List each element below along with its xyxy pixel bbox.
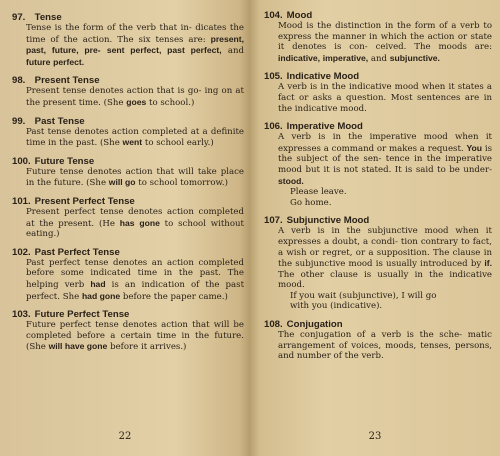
body-line: Tense is the form of the verb that in- [26, 23, 192, 33]
entry-title: Indicative Mood [284, 71, 360, 83]
example-line: Go home. [290, 197, 332, 208]
body-line: to school early.) [144, 138, 214, 149]
body-line: is not stated. It is said to be under- [333, 164, 493, 175]
entry-number: 99. [12, 115, 26, 127]
entry-heading [12, 247, 244, 258]
entry-list [12, 12, 244, 353]
entry-103 [12, 309, 244, 353]
page-number: 22 [118, 431, 132, 442]
body-line: ceived. The moods are: indicative, [278, 42, 492, 63]
body-line: or a supposition. The clause in the [278, 247, 492, 270]
entry-title: Present Tense [32, 75, 100, 87]
body-line: matic arrangement of voices, moods, [278, 330, 492, 351]
entry-heading [12, 116, 244, 127]
entry-body [12, 207, 244, 240]
body-line: completed at the present. (He has [26, 206, 245, 229]
body-line: had gone before the paper came.) [81, 290, 228, 302]
body-line: Future perfect tense denotes action [26, 320, 188, 331]
entry-97 [12, 12, 244, 68]
entry-list [264, 10, 492, 362]
entry-heading [12, 12, 244, 23]
entry-heading [264, 71, 492, 82]
body-line: imperative, and subjunctive. [322, 52, 440, 64]
body-line: Past tense denotes action completed at [26, 126, 200, 137]
entry-108 [264, 319, 492, 362]
entry-title: Imperative Mood [284, 121, 363, 133]
entry-105 [264, 71, 492, 114]
body-line: the action or state it denotes is con- [278, 31, 492, 53]
body-line: time in the future. (She will have gone [26, 330, 244, 353]
body-line: Present tense denotes action that is go- [26, 86, 202, 97]
body-line: A verb is in the subjunctive mood [278, 226, 449, 237]
body-line: dicates the time of the action. The six [26, 23, 245, 45]
body-line: to school.) [149, 97, 195, 108]
body-line: Future tense denotes action that will [26, 166, 194, 177]
entry-106 [264, 121, 492, 208]
entry-number: 101. [12, 195, 31, 207]
body-line: an indication of the past perfect. She [26, 279, 245, 302]
body-line: Mood is the distinction in the form of [278, 21, 448, 31]
entry-title: Future Tense [32, 155, 95, 167]
body-line: The conjugation of a verb is the sche- [278, 330, 463, 341]
body-line: Present perfect tense denotes action [26, 206, 194, 217]
entry-102 [12, 247, 244, 302]
entry-title: Mood [284, 10, 313, 21]
body-line: sentences are in the indicative mood. [278, 92, 492, 114]
entry-body [12, 127, 244, 149]
entry-body [12, 258, 244, 302]
body-line: sent perfect, past perfect, and future [26, 45, 244, 67]
entry-title: Past Perfect Tense [32, 246, 120, 258]
entry-body [264, 330, 492, 362]
entry-body [264, 82, 492, 114]
entry-heading [264, 215, 492, 226]
entry-number: 100. [12, 155, 31, 167]
example-line: with you (indicative). [290, 301, 383, 312]
entry-title: Present Perfect Tense [32, 195, 135, 207]
entry-number: 98. [12, 75, 26, 87]
entry-heading [12, 156, 244, 167]
entry-body [264, 226, 492, 291]
body-line: the indicative mood. [278, 269, 493, 291]
page-number: 23 [368, 431, 382, 442]
entry-number: 103. [12, 309, 31, 321]
body-line: completed before some indicated time [26, 257, 244, 279]
entry-heading [12, 75, 244, 86]
body-line: to school tomorrow.) [138, 178, 228, 189]
entry-104 [264, 10, 492, 64]
body-line: gone to school without eating.) [26, 217, 245, 240]
entry-title: Future Perfect Tense [32, 309, 130, 321]
body-line: tence in the imperative mood but it [278, 154, 493, 175]
entry-heading [264, 319, 492, 330]
right-page [250, 0, 500, 456]
entry-number: 104. [264, 10, 283, 21]
entry-body [264, 132, 492, 187]
body-line: perfect. [53, 56, 85, 67]
entry-101 [12, 196, 244, 240]
entry-99 [12, 116, 244, 149]
entry-heading [264, 10, 492, 21]
entry-heading [12, 309, 244, 320]
body-line: a verb to express the manner in which [278, 21, 493, 42]
entry-heading [12, 196, 244, 207]
body-line: A verb is in the imperative mood when [278, 132, 479, 143]
body-line: take place in the future. (She will go [26, 166, 245, 189]
entry-number: 102. [12, 246, 31, 258]
entry-number: 97. [12, 12, 26, 23]
entry-title: Subjunctive Mood [284, 215, 370, 227]
entry-body [12, 23, 244, 68]
body-line: in the past. The helping verb had is [26, 268, 244, 290]
body-line: tenses, persons, and number of the [278, 340, 492, 362]
body-line: by if. The other clause is usually in [278, 258, 492, 280]
body-line: tenses are: present, past, future, pre- [26, 33, 245, 56]
body-line: stood. [278, 175, 304, 186]
entry-body [12, 320, 244, 353]
entry-100 [12, 156, 244, 189]
body-line: ing on at the present time. (She goes [26, 86, 244, 108]
entry-number: 107. [264, 215, 283, 227]
body-line: a definite time in the past. (She went [26, 126, 245, 149]
entry-body [12, 86, 244, 108]
entry-title: Conjugation [284, 319, 343, 331]
entry-body [12, 167, 244, 189]
body-line: it expresses a command or makes a [278, 132, 493, 154]
body-line: when it expresses a doubt, a condi- [278, 226, 492, 247]
body-line: before it arrives.) [110, 342, 187, 353]
body-line: subjunctive mood is usually introduced [295, 259, 468, 270]
entry-body [264, 21, 492, 64]
body-line: A verb is in the indicative mood when [278, 82, 446, 93]
entry-title: Past Tense [32, 115, 85, 127]
entry-number: 105. [264, 71, 283, 83]
body-line: Past perfect tense denotes an action [26, 257, 194, 268]
entry-number: 106. [264, 121, 283, 133]
entry-number: 108. [264, 319, 283, 331]
entry-title: Tense [32, 12, 62, 23]
body-line: tion contrary to fact, a wish or regret, [278, 236, 492, 258]
entry-98 [12, 75, 244, 108]
example-line: If you wait (subjunctive), I will go [290, 290, 437, 301]
example-line: Please leave. [290, 187, 347, 198]
entry-107 [264, 215, 492, 312]
body-line: request. You is the subject of the sen- [278, 142, 492, 165]
entry-heading [264, 121, 492, 132]
body-line: verb. [361, 351, 384, 362]
body-line: that will be completed before a certain [26, 320, 245, 341]
body-line: it states a fact or asks a question. Most [278, 82, 492, 103]
